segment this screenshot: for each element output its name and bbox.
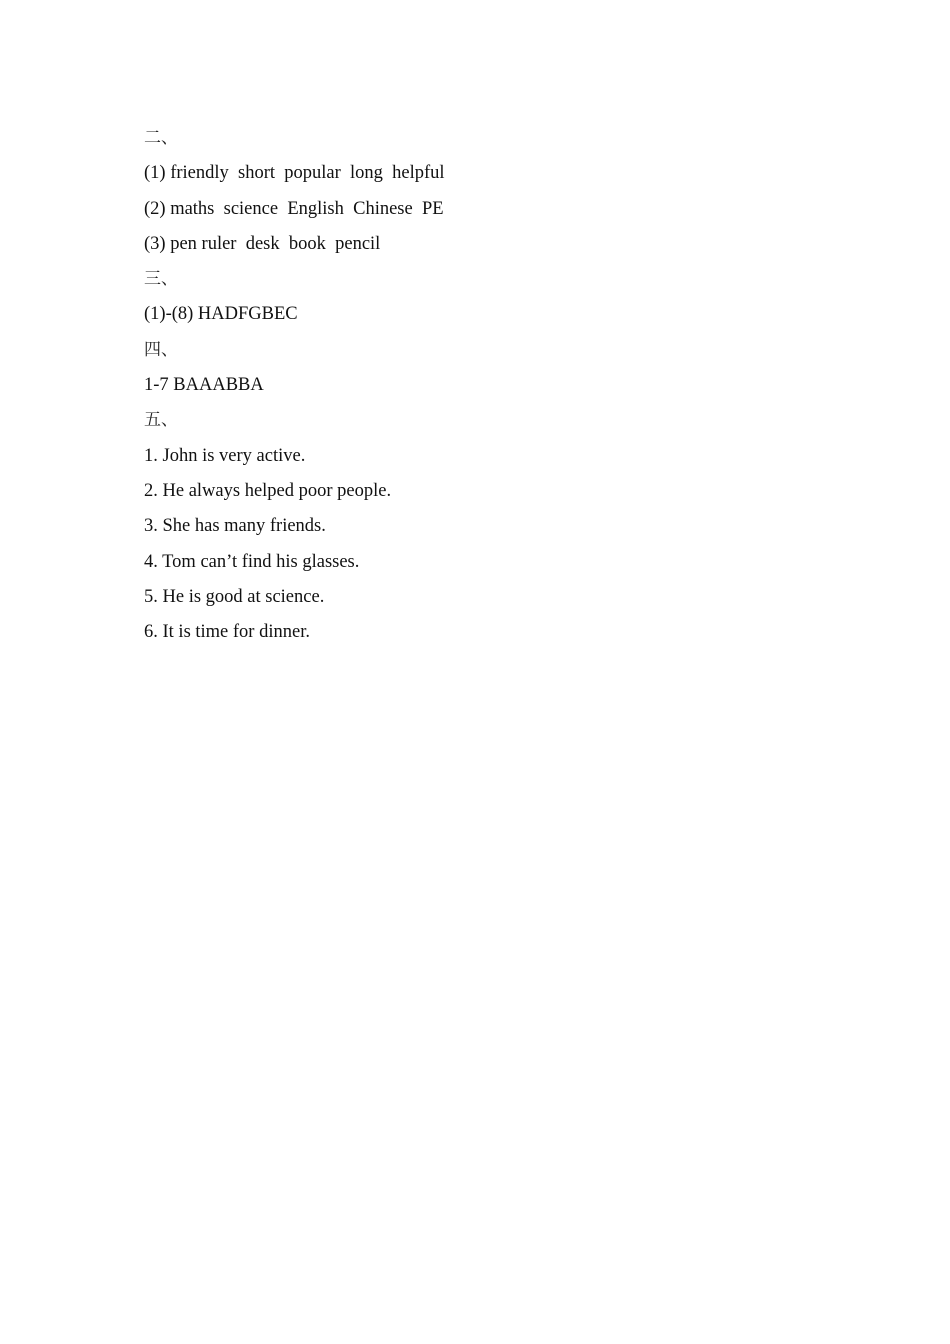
section-two-line-1: (1) friendly short popular long helpful bbox=[144, 163, 445, 184]
section-four-line-1: 1-7 BAAABBA bbox=[144, 375, 264, 396]
section-three-heading: 三、 bbox=[144, 269, 178, 290]
section-two-line-2: (2) maths science English Chinese PE bbox=[144, 198, 444, 219]
section-four-heading: 四、 bbox=[144, 339, 178, 360]
section-two-line-3: (3) pen ruler desk book pencil bbox=[144, 233, 381, 254]
section-three-line-1: (1)-(8) HADFGBEC bbox=[144, 304, 298, 325]
section-five-heading: 五、 bbox=[144, 410, 178, 431]
section-five-line-4: 4. Tom can’t find his glasses. bbox=[144, 551, 360, 572]
section-five-line-6: 6. It is time for dinner. bbox=[144, 622, 310, 643]
section-five-line-2: 2. He always helped poor people. bbox=[144, 480, 392, 501]
answer-key bbox=[144, 121, 804, 650]
section-five-line-1: 1. John is very active. bbox=[144, 445, 306, 466]
section-five-line-3: 3. She has many friends. bbox=[144, 516, 326, 537]
section-five-line-5: 5. He is good at science. bbox=[144, 586, 325, 607]
section-two-heading: 二、 bbox=[144, 128, 178, 148]
